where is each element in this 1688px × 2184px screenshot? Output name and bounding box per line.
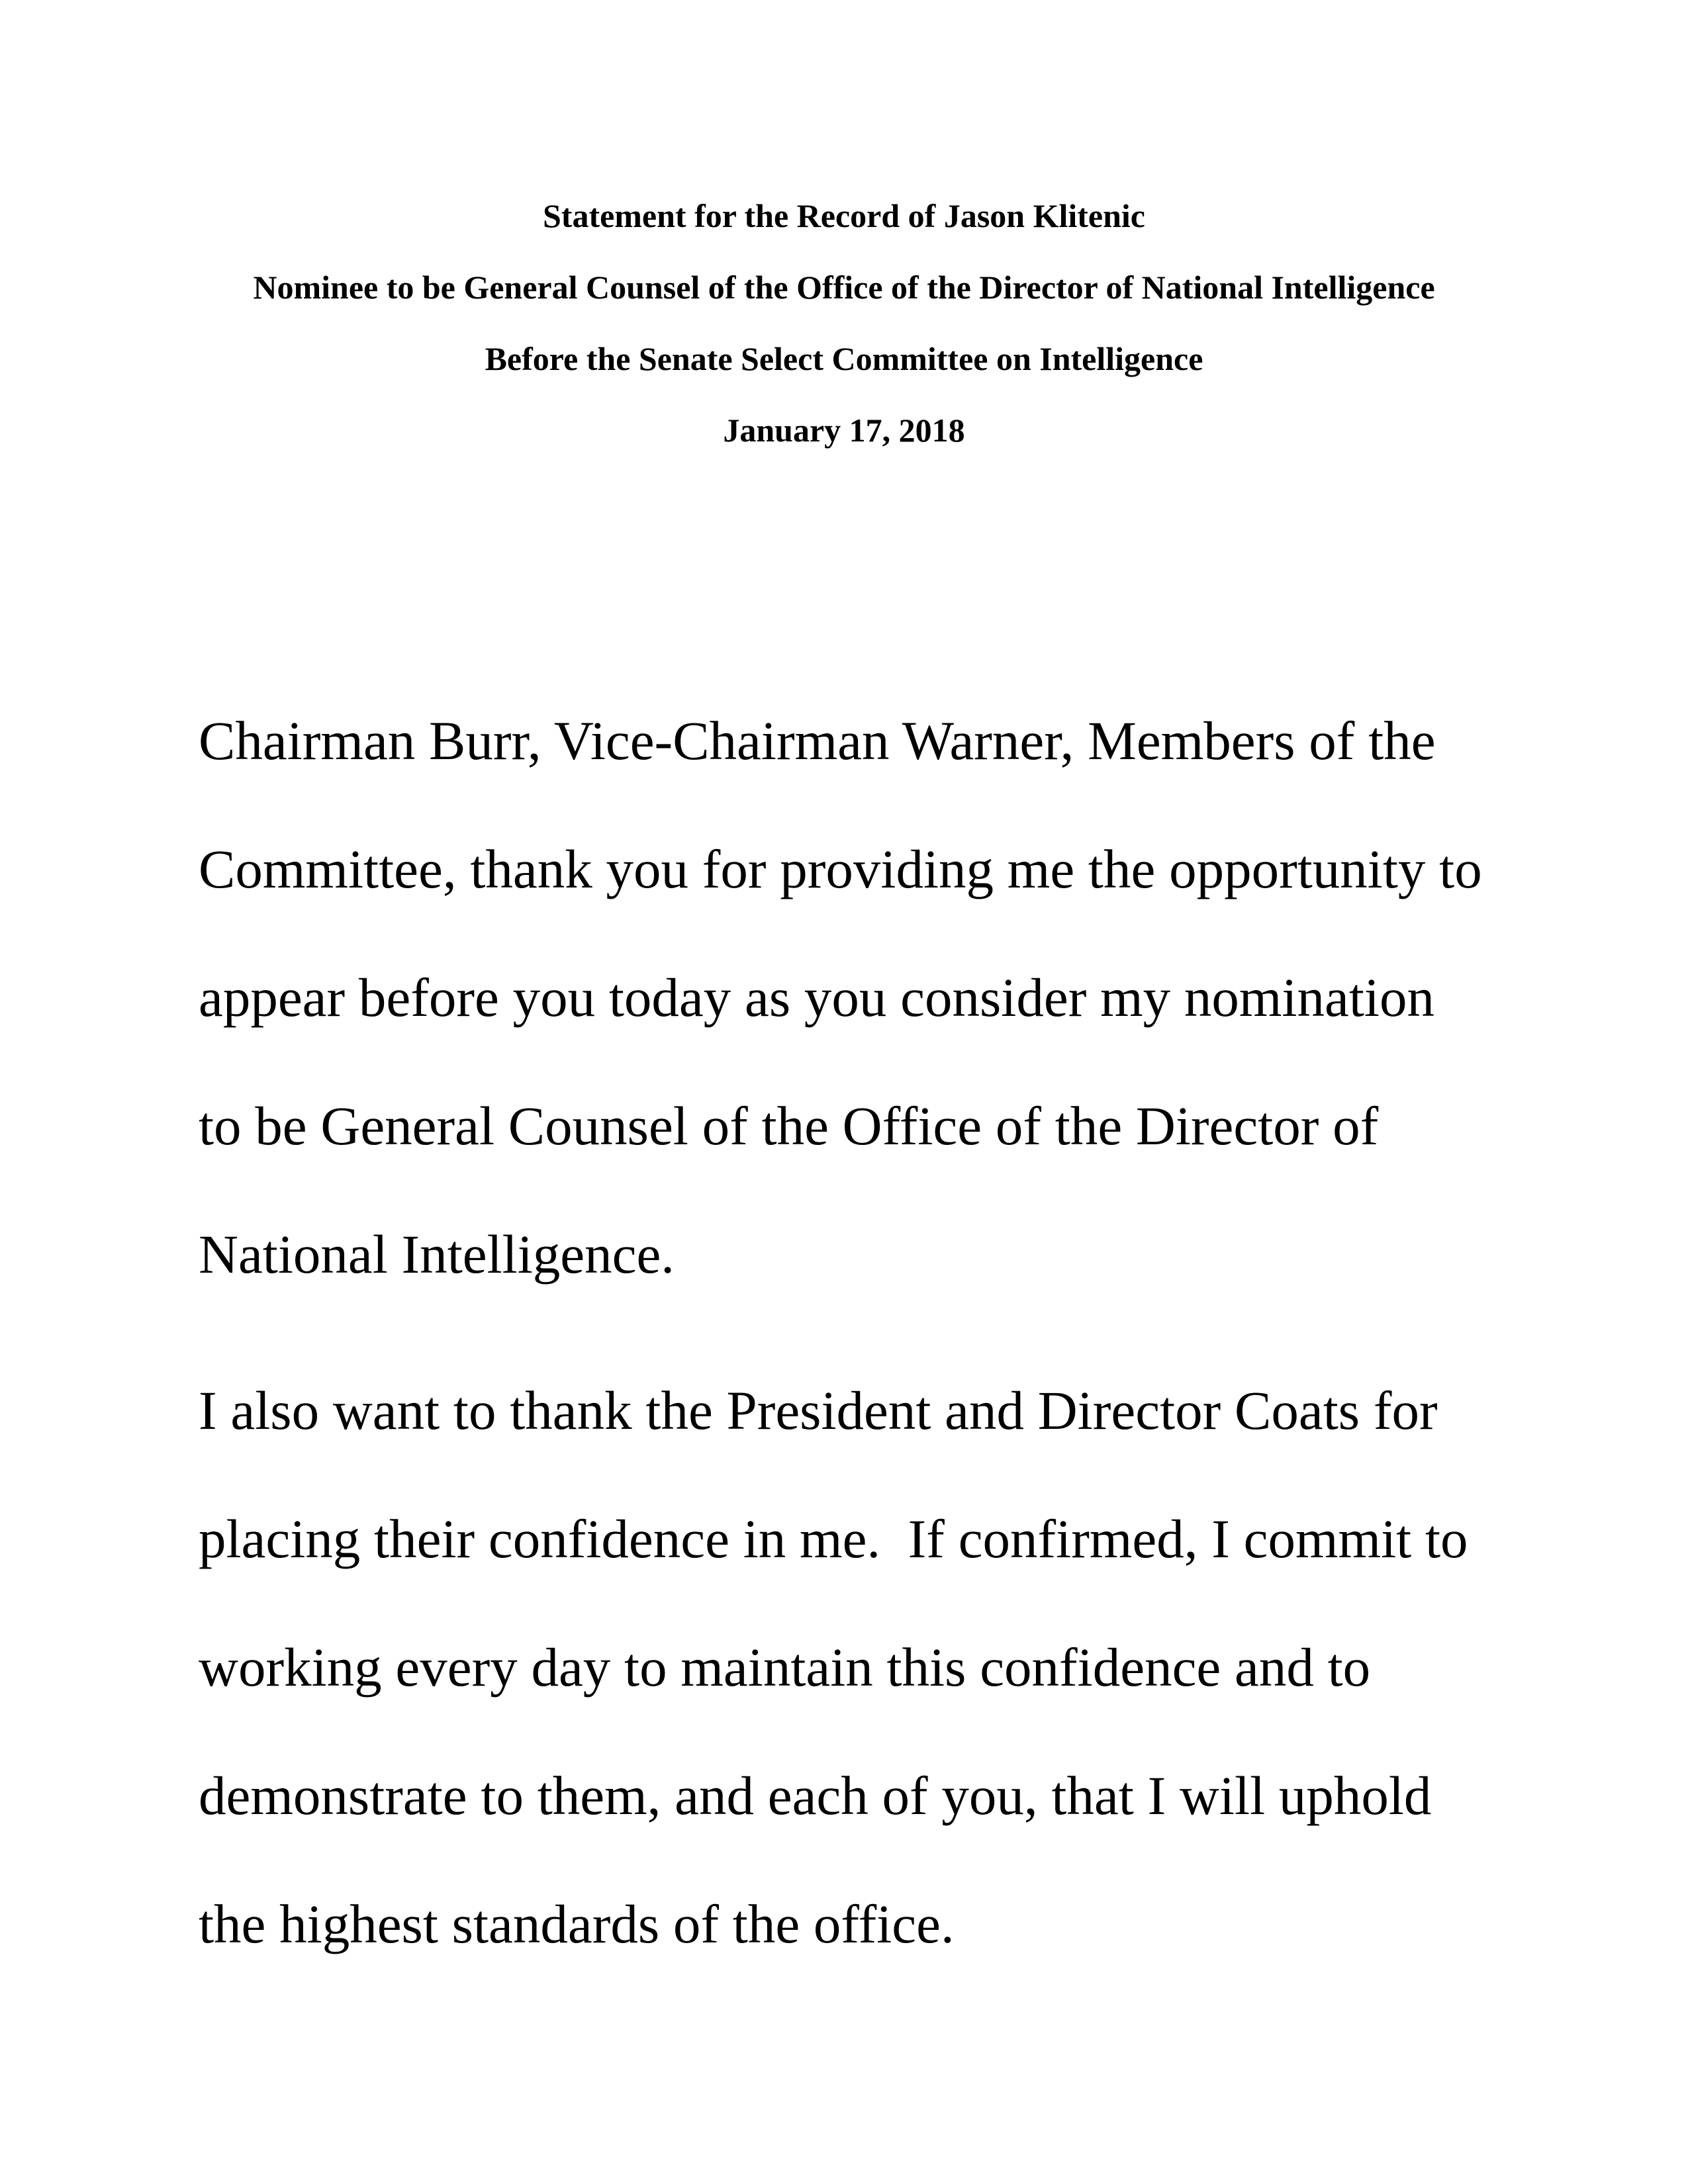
header-line-committee: Before the Senate Select Committee on Intelligence <box>485 340 1203 377</box>
document-body <box>199 676 1489 1988</box>
header-line-date: January 17, 2018 <box>723 412 965 449</box>
body-paragraph <box>199 676 1489 1318</box>
paragraph-line: to be General Counsel of the Office of the Director of <box>199 1095 1379 1156</box>
paragraph-line: National Intelligence. <box>199 1224 675 1285</box>
body-paragraph <box>199 1346 1489 1988</box>
paragraph-line: placing their confidence in me. If confirmed, I commit to <box>199 1508 1468 1569</box>
paragraph-line: Committee, thank you for providing me the opportunity to <box>199 839 1482 899</box>
header-line-title: Statement for the Record of Jason Klitenic <box>542 197 1145 234</box>
paragraph-line: I also want to thank the President and Director Coats for <box>199 1380 1438 1441</box>
header-line-nominee: Nominee to be General Counsel of the Office of the Director of National Intelligence <box>253 269 1435 306</box>
paragraph-line: working every day to maintain this confidence and to <box>199 1637 1371 1698</box>
paragraph-line: appear before you today as you consider my nomination <box>199 967 1434 1028</box>
document-header <box>199 180 1489 466</box>
paragraph-line: Chairman Burr, Vice-Chairman Warner, Members of the <box>199 710 1436 771</box>
paragraph-line: demonstrate to them, and each of you, that I will uphold <box>199 1765 1432 1826</box>
paragraph-line: the highest standards of the office. <box>199 1893 955 1954</box>
